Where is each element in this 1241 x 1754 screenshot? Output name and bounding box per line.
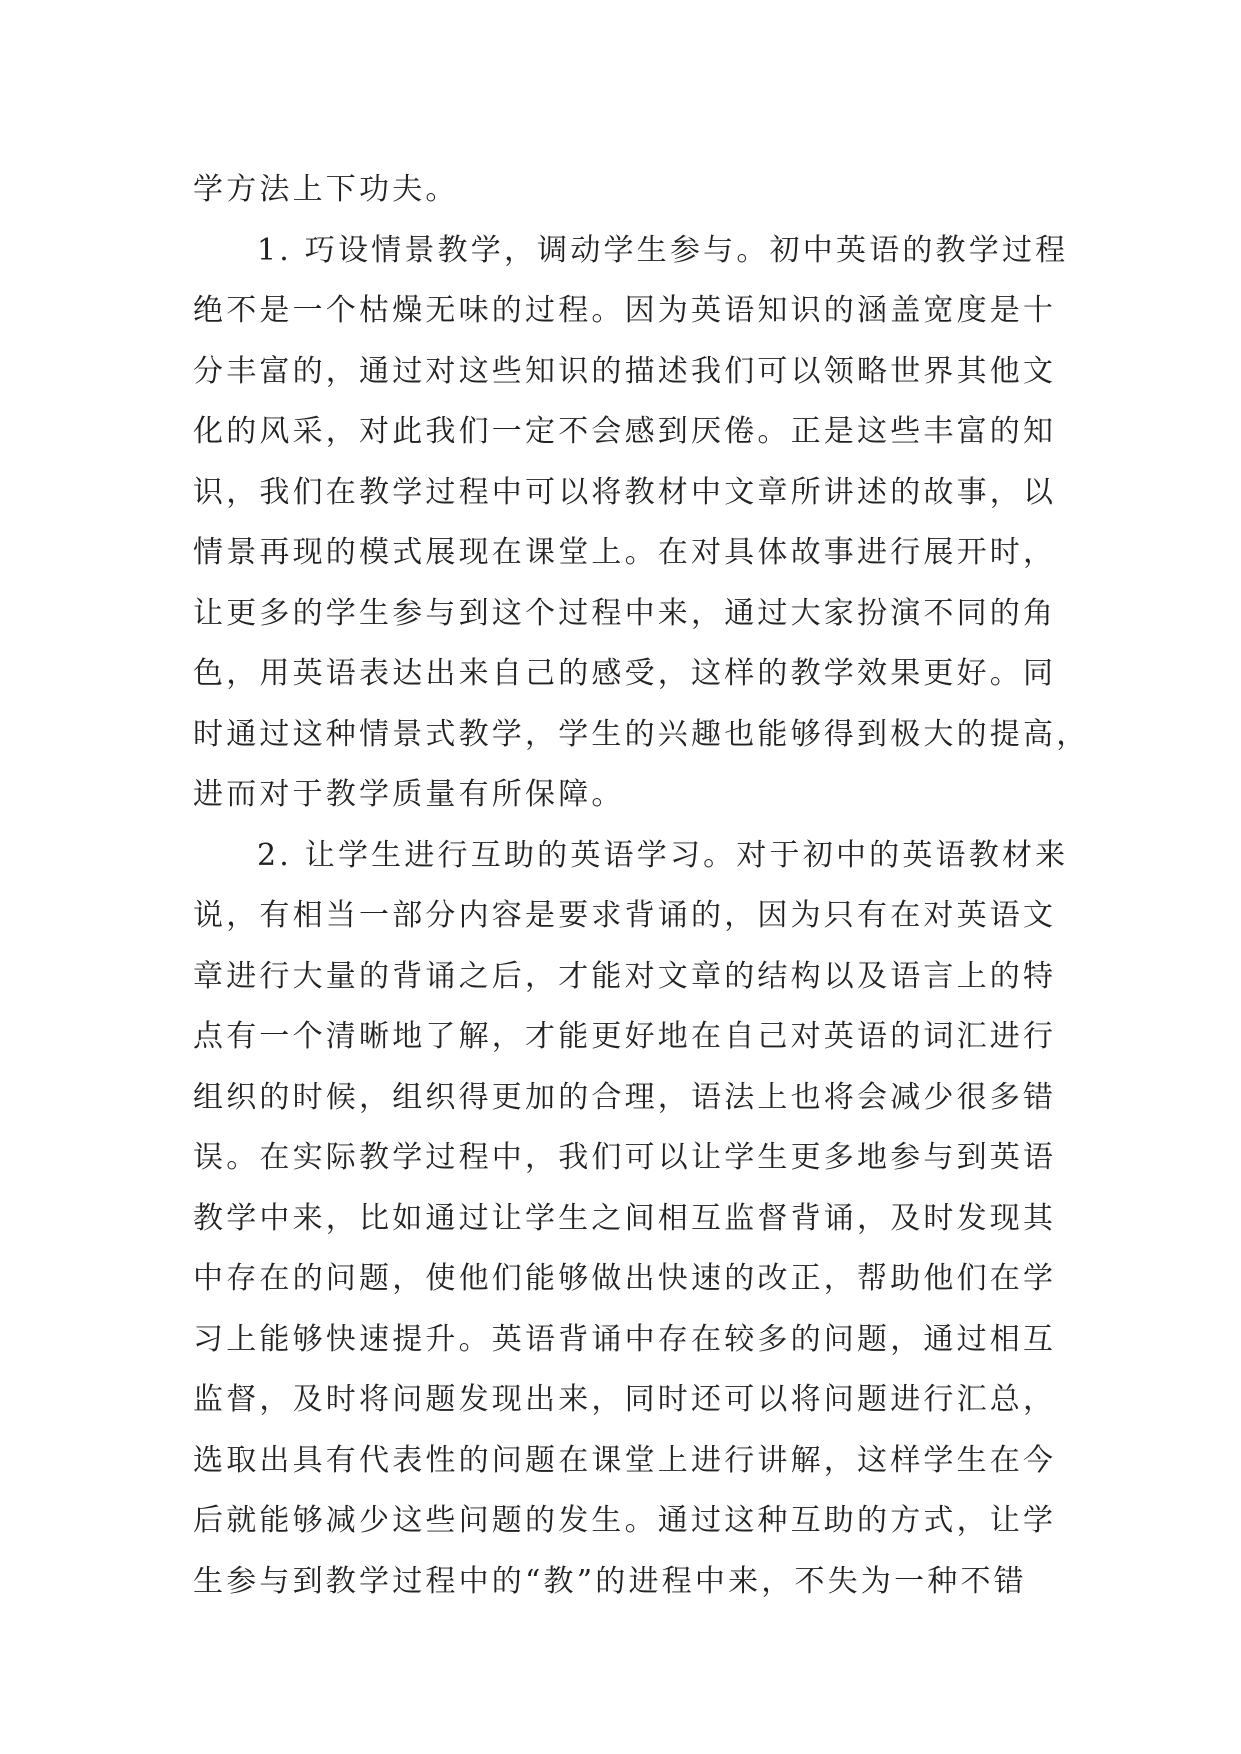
text-line: 说，有相当一部分内容是要求背诵的，因为只有在对英语文 (193, 898, 1057, 933)
text-line: 后就能够减少这些问题的发生。通过这种互助的方式，让学 (193, 1503, 1057, 1538)
text-line: 学方法上下功夫。 (193, 172, 459, 207)
text-line: 选取出具有代表性的问题在课堂上进行讲解，这样学生在今 (193, 1442, 1057, 1478)
text-line: 组织的时候，组织得更加的合理，语法上也将会减少很多错 (193, 1079, 1057, 1115)
text-line: 识，我们在教学过程中可以将教材中文章所讲述的故事，以 (193, 474, 1057, 510)
text-line: 色，用英语表达出来自己的感受，这样的教学效果更好。同 (193, 656, 1057, 691)
text-line: 进而对于教学质量有所保障。 (193, 777, 625, 812)
paragraph-first-line: 1. 巧设情景教学，调动学生参与。初中英语的教学过程 (257, 232, 1069, 268)
text-line: 分丰富的，通过对这些知识的描述我们可以领略世界其他文 (193, 353, 1057, 389)
text-line: 让更多的学生参与到这个过程中来，通过大家扮演不同的角 (193, 595, 1057, 631)
text-line: 监督，及时将问题发现出来，同时还可以将问题进行汇总， (193, 1382, 1057, 1417)
text-line: 章进行大量的背诵之后，才能对文章的结构以及语言上的特 (193, 958, 1057, 994)
body-text (193, 160, 1090, 1612)
text-line: 点有一个清晰地了解，才能更好地在自己对英语的词汇进行 (193, 1019, 1057, 1054)
text-line: 中存在的问题，使他们能够做出快速的改正，帮助他们在学 (193, 1261, 1057, 1296)
text-line: 教学中来，比如通过让学生之间相互监督背诵，及时发现其 (193, 1200, 1057, 1236)
text-line: 误。在实际教学过程中，我们可以让学生更多地参与到英语 (193, 1140, 1057, 1175)
paragraph-first-line: 2. 让学生进行互助的英语学习。对于初中的英语教材来 (257, 837, 1069, 873)
text-line: 情景再现的模式展现在课堂上。在对具体故事进行展开时， (193, 535, 1057, 570)
text-line: 绝不是一个枯燥无味的过程。因为英语知识的涵盖宽度是十 (193, 293, 1057, 328)
text-line: 生参与到教学过程中的“教”的进程中来，不失为一种不错 (193, 1563, 1027, 1599)
text-line: 习上能够快速提升。英语背诵中存在较多的问题，通过相互 (193, 1321, 1057, 1357)
text-line: 时通过这种情景式教学，学生的兴趣也能够得到极大的提高， (193, 716, 1090, 752)
text-line: 化的风采，对此我们一定不会感到厌倦。正是这些丰富的知 (193, 414, 1057, 449)
